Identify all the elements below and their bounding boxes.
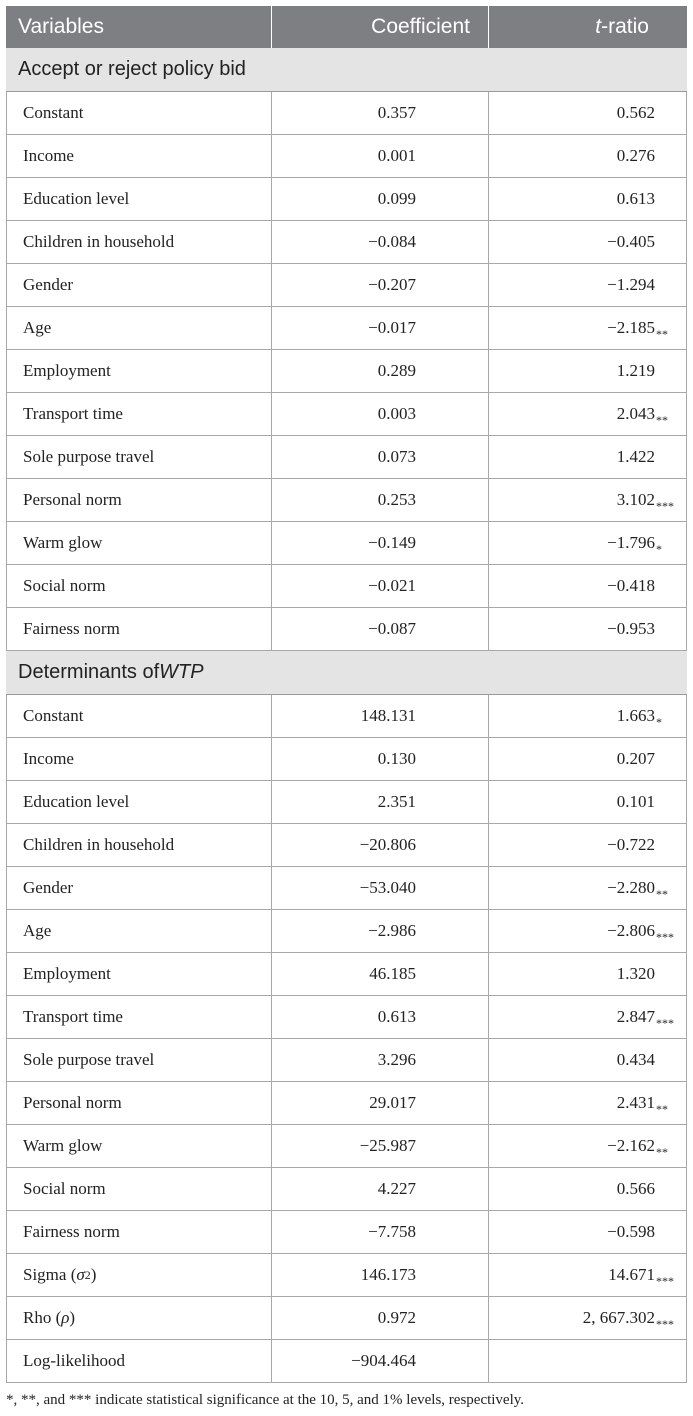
variable-name: Fairness norm [6,608,272,650]
t-ratio-value: 0.276 [489,135,687,177]
variable-name: Rho ( ρ ) [6,1297,272,1339]
coefficient-value: 0.130 [272,738,489,780]
variable-name: Personal norm [6,1082,272,1124]
variable-name: Income [6,738,272,780]
variable-name: Warm glow [6,522,272,564]
table-row [6,1125,687,1168]
coefficient-value: −20.806 [272,824,489,866]
regression-table [6,6,687,1383]
table-row [6,738,687,781]
t-ratio-value: 1.663 * [489,695,687,737]
table-row [6,221,687,264]
table-row [6,264,687,307]
coefficient-value: −0.021 [272,565,489,607]
coefficient-value: 0.073 [272,436,489,478]
t-ratio-value: 0.566 [489,1168,687,1210]
coefficient-value: −0.087 [272,608,489,650]
coefficient-value: 0.613 [272,996,489,1038]
table-row [6,92,687,135]
significance-stars: *** [656,1274,674,1288]
coefficient-value: 0.357 [272,92,489,134]
t-ratio-value: −0.953 [489,608,687,650]
coefficient-value: −53.040 [272,867,489,909]
table-row [6,522,687,565]
table-row [6,781,687,824]
variable-name: Constant [6,695,272,737]
table-header [6,6,687,48]
t-ratio-value: 3.102 *** [489,479,687,521]
header-variables: Variables [6,6,272,48]
significance-stars: *** [656,499,674,513]
table-row [6,1340,687,1383]
table-row [6,307,687,350]
table-row [6,1039,687,1082]
coefficient-value: 0.289 [272,350,489,392]
coefficient-value: −25.987 [272,1125,489,1167]
t-ratio-value: 0.101 [489,781,687,823]
variable-name: Gender [6,867,272,909]
table-row [6,910,687,953]
table-row [6,436,687,479]
coefficient-value: −7.758 [272,1211,489,1253]
t-ratio-value: 2.431 ** [489,1082,687,1124]
significance-stars: ** [656,327,668,341]
header-t-ratio: t -ratio [595,15,649,38]
t-ratio-value: 0.562 [489,92,687,134]
coefficient-value: 0.003 [272,393,489,435]
variable-name: Employment [6,350,272,392]
t-ratio-value: −2.185 ** [489,307,687,349]
significance-stars: *** [656,1317,674,1331]
variable-name: Fairness norm [6,1211,272,1253]
coefficient-value: −0.084 [272,221,489,263]
significance-stars: *** [656,930,674,944]
coefficient-value: 148.131 [272,695,489,737]
variable-name: Age [6,910,272,952]
variable-name: Warm glow [6,1125,272,1167]
t-ratio-value: 1.422 [489,436,687,478]
variable-name: Age [6,307,272,349]
t-ratio-value: 0.434 [489,1039,687,1081]
variable-name: Transport time [6,996,272,1038]
table-footnote: *, **, and *** indicate statistical significance at the 10, 5, and 1% levels, respectively. [6,1392,525,1408]
table-row [6,1168,687,1211]
variable-name: Children in household [6,221,272,263]
significance-stars: ** [656,1145,668,1159]
table-row [6,135,687,178]
coefficient-value: 46.185 [272,953,489,995]
coefficient-value: 4.227 [272,1168,489,1210]
t-ratio-value: 2, 667.302 *** [489,1297,687,1339]
variable-name: Social norm [6,565,272,607]
t-ratio-value: 0.207 [489,738,687,780]
coefficient-value: 3.296 [272,1039,489,1081]
t-ratio-value: −2.162 ** [489,1125,687,1167]
significance-stars: * [656,542,662,556]
t-ratio-value: 0.613 [489,178,687,220]
variable-name: Gender [6,264,272,306]
variable-name: Sole purpose travel [6,1039,272,1081]
t-ratio-value: 2.043 ** [489,393,687,435]
coefficient-value: 0.001 [272,135,489,177]
t-ratio-value: −1.796 * [489,522,687,564]
variable-name: Constant [6,92,272,134]
coefficient-value: 2.351 [272,781,489,823]
coefficient-value: 0.253 [272,479,489,521]
table-row [6,608,687,651]
table-row [6,393,687,436]
t-ratio-value: 14.671 *** [489,1254,687,1296]
table-row [6,1297,687,1340]
t-ratio-value: −2.280 ** [489,867,687,909]
coefficient-value: 0.972 [272,1297,489,1339]
variable-name: Sole purpose travel [6,436,272,478]
variable-name: Log-likelihood [6,1340,272,1382]
coefficient-value: 0.099 [272,178,489,220]
section-header-wtp: Determinants of WTP [6,651,687,695]
table-row [6,479,687,522]
section-header-accept-reject: Accept or reject policy bid [6,48,687,92]
table-row [6,996,687,1039]
table-row [6,867,687,910]
t-ratio-value: −0.722 [489,824,687,866]
significance-stars: ** [656,413,668,427]
table-row [6,1082,687,1125]
t-ratio-value: −0.405 [489,221,687,263]
variable-name: Children in household [6,824,272,866]
variable-name: Education level [6,178,272,220]
significance-stars: * [656,715,662,729]
t-ratio-value: −1.294 [489,264,687,306]
header-coefficient: Coefficient [272,6,489,48]
coefficient-value: −904.464 [272,1340,489,1382]
variable-name: Personal norm [6,479,272,521]
significance-stars: ** [656,1102,668,1116]
variable-name: Education level [6,781,272,823]
variable-name: Income [6,135,272,177]
coefficient-value: −0.017 [272,307,489,349]
variable-name: Employment [6,953,272,995]
coefficient-value: −2.986 [272,910,489,952]
coefficient-value: −0.149 [272,522,489,564]
t-ratio-value: 2.847 *** [489,996,687,1038]
t-ratio-value: 1.219 [489,350,687,392]
table-row [6,953,687,996]
t-ratio-value: 1.320 [489,953,687,995]
table-row [6,565,687,608]
variable-name: Social norm [6,1168,272,1210]
variable-name: Sigma ( σ 2 ) [6,1254,272,1296]
significance-stars: ** [656,887,668,901]
table-row [6,695,687,738]
t-ratio-value: −0.598 [489,1211,687,1253]
table-row [6,1254,687,1297]
t-ratio-value: −0.418 [489,565,687,607]
table-row [6,350,687,393]
table-row [6,824,687,867]
coefficient-value: 29.017 [272,1082,489,1124]
coefficient-value: 146.173 [272,1254,489,1296]
variable-name: Transport time [6,393,272,435]
significance-stars: *** [656,1016,674,1030]
coefficient-value: −0.207 [272,264,489,306]
table-row [6,1211,687,1254]
t-ratio-value: −2.806 *** [489,910,687,952]
table-row [6,178,687,221]
t-ratio-value [489,1340,687,1382]
